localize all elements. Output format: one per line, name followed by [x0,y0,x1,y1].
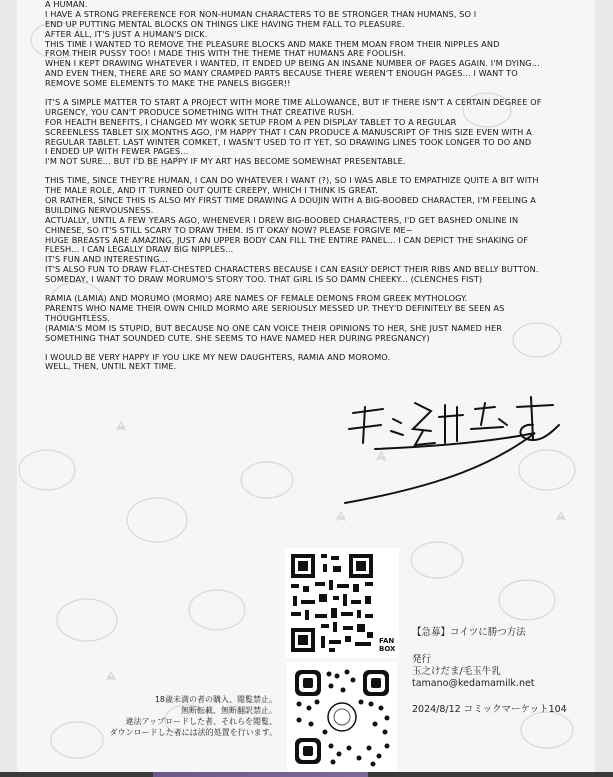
afterword-line: SOMETHING THAT SOUNDED CUTE. SHE SEEMS TO HAVE NAMED HER DURING PREGNANCY) [45,333,430,343]
afterword-line: I ENDED UP WITH FEWER PAGES... [45,147,189,157]
afterword-line: I HAVE A STRONG PREFERENCE FOR NON-HUMAN CHARACTERS TO BE STRONGER THAN HUMANS, SO I [45,9,477,19]
afterword-line: RAMIA (LAMIA) AND MORUMO (MORMO) ARE NAMES OF FEMALE DEMONS FROM GREEK MYTHOLOGY. [45,294,468,304]
qr-code-icon [285,548,379,658]
fanbox-label-line: BOX [379,645,396,653]
afterword-line: URGENCY, YOU CAN'T PRODUCE SOMETHING WITH THAT CREATIVE RUSH. [45,107,355,117]
fanbox-label [379,637,395,653]
afterword-line: REGULAR TABLET. LAST WINTER COMKET, I WASN'T USED TO IT YET, SO DRAWING LINES TOOK LONGER TO DO AND [45,137,532,147]
afterword-line: A HUMAN. [45,0,88,9]
notice-line: ダウンロードした者には法的処置を行います。 [109,728,277,737]
qr-code-icon [287,662,397,772]
afterword-line: IT'S A SIMPLE MATTER TO START A PROJECT WITH MORE TIME ALLOWANCE, BUT IF THERE ISN'T A CERTAIN DEGREE OF [45,98,542,108]
afterword-line: ACTUALLY, UNTIL A FEW YEARS AGO, WHENEVER I DREW BIG-BOOBED CHARACTERS, I'D GET BASHED ONLINE IN [45,215,519,225]
afterword-line: FLESH... I CAN LEGALLY DRAW BIG NIPPLES... [45,245,234,255]
fanbox-label-line: FAN [379,637,395,645]
afterword-line: THOUGHTLESS. [45,313,111,323]
author-signature [335,385,575,510]
afterword-line: CHINESE, SO IT'S STILL SCARY TO DRAW THEM. IS IT OKAY NOW? PLEASE FORGIVE ME~ [45,225,413,235]
afterword-line: HUGE BREASTS ARE AMAZING, JUST AN UPPER BODY CAN FILL THE ENTIRE PANEL... I CAN DEPICT THE SHAKING OF [45,235,529,245]
legal-notice [97,694,277,738]
colophon [412,627,595,716]
notice-line: 18歳未満の者の購入、閲覧禁止。 [154,695,277,704]
afterword-line: THIS TIME, SINCE THEY'RE HUMAN, I CAN DO WHATEVER I WANT (?), SO I WAS ABLE TO EMPATHIZE QUITE A BIT WITH [45,176,539,186]
afterword-text [45,0,577,372]
afterword-line: PARENTS WHO NAME THEIR OWN CHILD MORMO ARE SERIOUSLY MESSED UP. THEY'D DEFINITELY BE SEEN AS [45,303,505,313]
afterword-line: WELL, THEN, UNTIL NEXT TIME. [45,362,177,372]
afterword-line: I'M NOT SURE... BUT I'D BE HAPPY IF MY ART HAS BECOME SOMEWHAT PRESENTABLE. [45,157,406,167]
notice-line: 無断転載、無断翻訳禁止。 [181,706,277,715]
afterword-line: AND EVEN THEN, THERE ARE SO MANY CRAMPED PARTS BECAUSE THERE WEREN'T ENOUGH PAGES... I WANT TO [45,69,518,79]
circle-name: 玉之けだま/毛玉牛乳 [412,666,501,677]
afterword-line: WHEN I KEPT DRAWING WHATEVER I WANTED, IT ENDED UP BEING AN INSANE NUMBER OF PAGES AGAIN. I'M DYING... [45,59,540,69]
afterword-page [17,0,595,777]
afterword-line: OR RATHER, SINCE THIS IS ALSO MY FIRST TIME DRAWING A DOUJIN WITH A BIG-BOOBED CHARACTER, I'M FEELING A [45,196,536,206]
afterword-line: AFTER ALL, IT'S JUST A HUMAN'S DICK. [45,29,208,39]
afterword-line: IT'S ALSO FUN TO DRAW FLAT-CHESTED CHARACTERS BECAUSE I CAN EASILY DEPICT THEIR RIBS AND BELLY BUTTON. [45,265,539,275]
afterword-line: REMOVE SOME ELEMENTS TO MAKE THE PANELS BIGGER!! [45,79,291,89]
afterword-line: SOMEDAY, I WANT TO DRAW MORUMO'S STORY TOO. THAT GIRL IS SO DAMN CHEEKY... (CLENCHES FIST) [45,275,483,285]
afterword-line: IT'S FUN AND INTERESTING... [45,255,168,265]
contact-email: tamano@kedamamilk.net [412,678,535,689]
afterword-line: I WOULD BE VERY HAPPY IF YOU LIKE MY NEW DAUGHTERS, RAMIA AND MOROMO. [45,352,391,362]
afterword-line: FROM THEIR PUSSY TOO! I MADE THIS WITH THE THEME THAT HUMANS ARE FOOLISH. [45,49,406,59]
afterword-line: SCREENLESS TABLET SIX MONTHS AGO, I'M HAPPY THAT I CAN PRODUCE A MANUSCRIPT OF THIS SIZE EVEN WITH A [45,127,532,137]
afterword-line: END UP PUTTING MENTAL BLOCKS ON THINGS LIKE HAVING THEM FALL TO PLEASURE. [45,19,405,29]
afterword-line: THIS TIME I WANTED TO REMOVE THE PLEASURE BLOCKS AND MAKE THEM MOAN FROM THEIR NIPPLES AND [45,39,500,49]
viewer-bottom-strip [0,772,613,777]
afterword-line: FOR HEALTH BENEFITS, I CHANGED MY WORK SETUP FROM A PEN DISPLAY TABLET TO A REGULAR [45,117,457,127]
publisher-label: 発行 [412,654,432,665]
notice-line: 違法アップロードした者、それらを閲覧、 [125,717,277,726]
second-qr-code[interactable] [287,662,397,772]
book-title: 【急募】コイツに勝つ方法 [412,627,526,638]
afterword-line: BUILDING NERVOUSNESS. [45,205,154,215]
publication-date: 2024/8/12 コミックマーケット104 [412,704,567,715]
afterword-line: THE MALE ROLE, AND IT TURNED OUT QUITE CREEPY, WHICH I THINK IS GREAT. [45,186,378,196]
afterword-line: (RAMIA'S MOM IS STUPID, BUT BECAUSE NO ONE CAN VOICE THEIR OPINIONS TO HER, SHE JUST NAMED HER [45,323,503,333]
